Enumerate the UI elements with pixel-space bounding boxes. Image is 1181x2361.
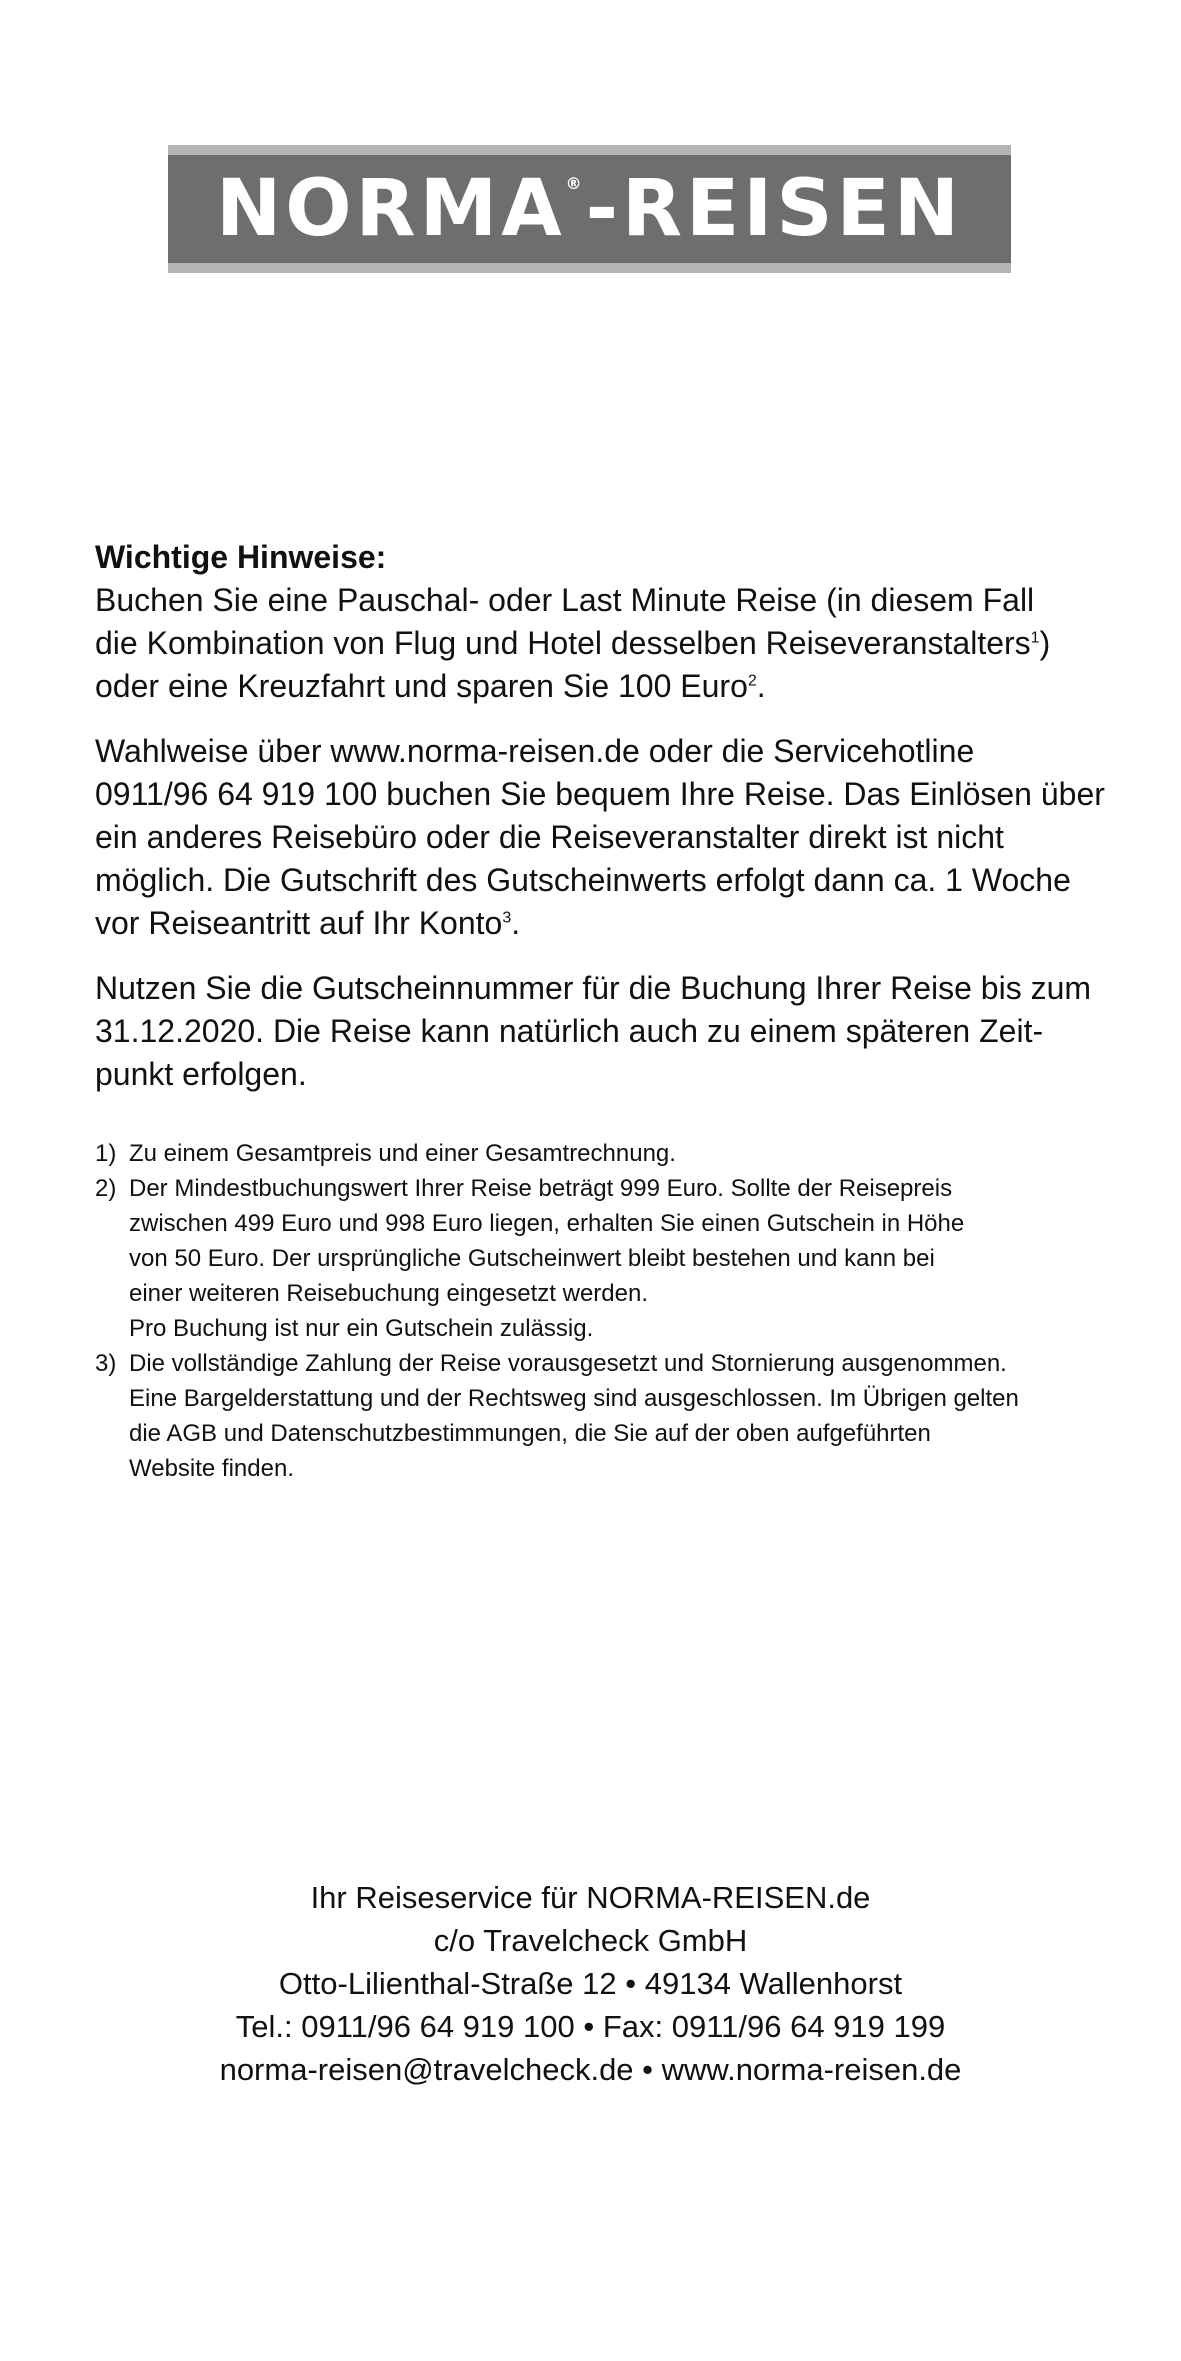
footnote-number: 1) xyxy=(95,1140,117,1167)
footnote-line: einer weiteren Reisebuchung eingesetzt werden. xyxy=(129,1280,648,1307)
footnote-item xyxy=(95,1346,1145,1486)
footnote-line: Zu einem Gesamtpreis und einer Gesamtrechnung. xyxy=(129,1140,676,1167)
important-notes-section xyxy=(95,536,1125,1118)
footnote-line: Website finden. xyxy=(129,1455,294,1482)
paragraph-hotline xyxy=(95,730,1125,945)
contact-footer xyxy=(0,1876,1181,2091)
text-line: punkt erfolgen. xyxy=(95,1056,307,1092)
logo-brand-right: -REISEN xyxy=(585,164,964,254)
paragraph-voucher xyxy=(95,967,1125,1096)
footnote-line: Eine Bargelderstattung und der Rechtsweg sind ausgeschlossen. Im Übrigen gelten xyxy=(129,1385,1019,1412)
section-heading: Wichtige Hinweise: xyxy=(95,539,387,575)
footnote-line: Die vollständige Zahlung der Reise vorausgesetzt und Stornierung ausgenommen. xyxy=(129,1350,1007,1377)
footnote-item xyxy=(95,1171,1145,1346)
text-line: Buchen Sie eine Pauschal- oder Last Minute Reise (in diesem Fall xyxy=(95,582,1035,618)
text-line: 31.12.2020. Die Reise kann natürlich auch zu einem späteren Zeit- xyxy=(95,1013,1044,1049)
footnote-ref-3: 3 xyxy=(502,909,512,927)
footer-phone-line: Tel.: 0911/96 64 919 100 • Fax: 0911/96 64 919 199 xyxy=(235,2009,946,2044)
text-line: oder eine Kreuzfahrt und sparen Sie 100 Euro$^2$. xyxy=(95,668,766,704)
footnote-line: Pro Buchung ist nur ein Gutschein zulässig. xyxy=(129,1315,594,1342)
text-line: vor Reiseantritt auf Ihr Konto$^3$. xyxy=(95,905,521,941)
footnote-line: zwischen 499 Euro und 998 Euro liegen, erhalten Sie einen Gutschein in Höhe xyxy=(129,1210,965,1237)
footnote-line: die AGB und Datenschutzbestimmungen, die Sie auf der oben aufgeführten xyxy=(129,1420,931,1447)
text-line: möglich. Die Gutschrift des Gutscheinwerts erfolgt dann ca. 1 Woche xyxy=(95,862,1071,898)
footnote-item xyxy=(95,1136,1145,1171)
footnotes-list xyxy=(95,1136,1145,1486)
text-line: Nutzen Sie die Gutscheinnummer für die Buchung Ihrer Reise bis zum xyxy=(95,970,1092,1006)
paragraph-booking xyxy=(95,536,1125,708)
logo-brand-left: NORMA xyxy=(215,164,566,254)
footer-email-web-line: norma-reisen@travelcheck.de • www.norma-reisen.de xyxy=(219,2052,962,2087)
footnote-ref-2: 2 xyxy=(747,672,757,690)
logo-wordmark xyxy=(215,164,964,254)
footnote-ref-1: 1 xyxy=(1030,629,1040,647)
text-line: Wahlweise über www.norma-reisen.de oder die Servicehotline xyxy=(95,733,975,769)
footer-service-line: Ihr Reiseservice für NORMA-REISEN.de xyxy=(310,1880,871,1915)
footnote-line: Der Mindestbuchungswert Ihrer Reise beträgt 999 Euro. Sollte der Reisepreis xyxy=(129,1175,953,1202)
footnote-number: 3) xyxy=(95,1350,117,1377)
norma-reisen-logo xyxy=(168,145,1011,273)
text-line: ein anderes Reisebüro oder die Reiseveranstalter direkt ist nicht xyxy=(95,819,1004,855)
text-line: die Kombination von Flug und Hotel desselben Reiseveranstalters$^1$) xyxy=(95,625,1051,661)
text-line: 0911/96 64 919 100 buchen Sie bequem Ihre Reise. Das Einlösen über xyxy=(95,776,1105,812)
footer-address-line: Otto-Lilienthal-Straße 12 • 49134 Wallenhorst xyxy=(278,1966,903,2001)
footnote-line: von 50 Euro. Der ursprüngliche Gutscheinwert bleibt bestehen und kann bei xyxy=(129,1245,935,1272)
footnote-number: 2) xyxy=(95,1175,117,1202)
registered-mark: ® xyxy=(565,174,586,193)
footer-company-line: c/o Travelcheck GmbH xyxy=(433,1923,748,1958)
